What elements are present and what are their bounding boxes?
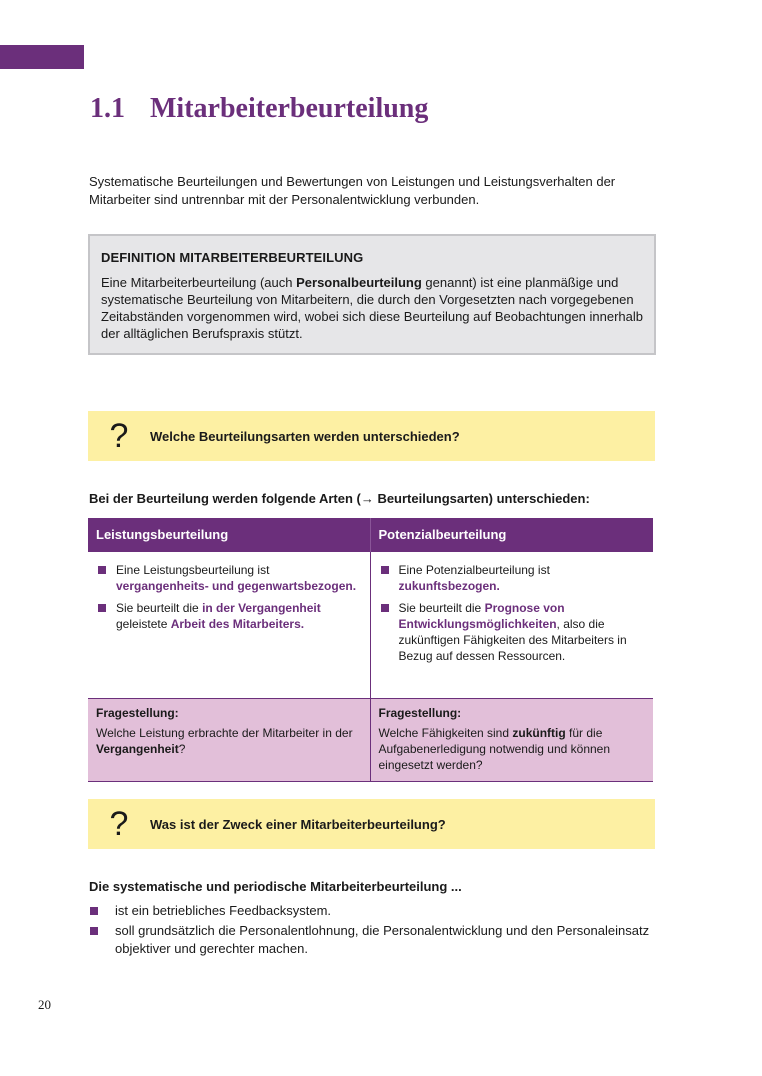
- question-text: Welche Beurteilungsarten werden unterschieden?: [150, 428, 460, 444]
- highlight-text: Arbeit des Mitarbeiters.: [170, 617, 305, 631]
- column-header: Potenzialbeurteilung: [370, 518, 653, 552]
- table-cell: [370, 552, 653, 699]
- column-header: Leistungsbeurteilung: [88, 518, 370, 552]
- text-part: , also die zukünftigen Fähigkeiten des Mitarbeiters in Bezug auf dessen Ressourcen.: [398, 617, 627, 663]
- highlight-text: zukunftsbezogen.: [398, 579, 500, 593]
- highlight-text: vergangenheits- und gegenwartsbezogen.: [116, 579, 357, 593]
- highlight-text: in der Vergangenheit: [202, 601, 321, 615]
- section-heading: [90, 93, 428, 125]
- table-cell: [88, 699, 370, 782]
- definition-text-part: genannt) ist eine planmäßige und systematische Beurteilung von Mitarbeitern, die durch den Vorgesetzten nach vorgegebenen Zeitabständen vorgenommen wird, wobei sich diese Beurteilung auf Beobachtungen innerhalb der alltäglichen Berufspraxis stützt.: [101, 275, 644, 341]
- question-text: Was ist der Zweck einer Mitarbeiterbeurteilung?: [150, 816, 446, 832]
- table-cell: [370, 699, 653, 782]
- text-part: ?: [178, 742, 186, 756]
- list-item: [96, 600, 362, 632]
- list-item: [379, 600, 646, 664]
- text-part: Sie beurteilt die: [398, 601, 485, 615]
- highlight-text: Prognose von Entwicklungsmöglichkeiten: [398, 601, 565, 631]
- definition-box: [88, 234, 656, 355]
- page-number: 20: [38, 997, 51, 1012]
- definition-text: [101, 274, 643, 342]
- question-mark-icon: ?: [109, 805, 129, 843]
- list-item: [379, 562, 646, 594]
- text-part: Welche Leistung erbrachte der Mitarbeiter in der: [96, 726, 353, 740]
- list-item: soll grundsätzlich die Personalentlohnung, die Personalentwicklung und den Personaleinsatz objektiver und gerechter machen.: [89, 922, 654, 958]
- text-part: Sie beurteilt die: [116, 601, 203, 615]
- chapter-tab-marker: [0, 45, 84, 69]
- bullet-list: [96, 562, 362, 632]
- table-row: [88, 552, 653, 699]
- list-lead-text: Die systematische und periodische Mitarbeiterbeurteilung ...: [89, 879, 462, 894]
- definition-text-part: Eine Mitarbeiterbeurteilung (auch: [101, 275, 297, 290]
- list-item: [96, 562, 362, 594]
- section-title: Mitarbeiterbeurteilung: [150, 93, 429, 124]
- question-mark-icon: ?: [109, 417, 129, 455]
- bold-text: Vergangenheit: [96, 742, 179, 756]
- definition-bold-term: Personalbeurteilung: [296, 275, 422, 290]
- text-part: Eine Potenzialbeurteilung ist: [398, 563, 550, 577]
- text-part: Eine Leistungsbeurteilung ist: [116, 563, 270, 577]
- question-box: [88, 799, 655, 849]
- table-lead-text: Bei der Beurteilung werden folgende Arten (→ Beurteilungsarten) unterschieden:: [89, 491, 590, 506]
- text-part: für die Aufgabenerledigung notwendig und können eingesetzt werden?: [378, 726, 611, 772]
- section-number: 1.1: [90, 93, 125, 124]
- question-box: [88, 411, 655, 461]
- purpose-list: [89, 902, 654, 960]
- table-header-row: [88, 518, 653, 552]
- comparison-table: [88, 518, 653, 782]
- bold-text: zukünftig: [512, 726, 566, 740]
- list-item: ist ein betriebliches Feedbacksystem.: [89, 902, 654, 920]
- table-row: [88, 699, 653, 782]
- question-label: Fragestellung:: [96, 706, 179, 720]
- bullet-list: [379, 562, 646, 664]
- definition-title: DEFINITION MITARBEITERBEURTEILUNG: [101, 250, 364, 265]
- intro-paragraph: Systematische Beurteilungen und Bewertungen von Leistungen und Leistungsverhalten der Mitarbeiter sind untrennbar mit der Personalentwicklung verbunden.: [89, 174, 616, 207]
- table-cell: [88, 552, 370, 699]
- text-part: Welche Fähigkeiten sind: [378, 726, 513, 740]
- question-label: Fragestellung:: [378, 706, 462, 720]
- text-part: geleistete: [116, 617, 171, 631]
